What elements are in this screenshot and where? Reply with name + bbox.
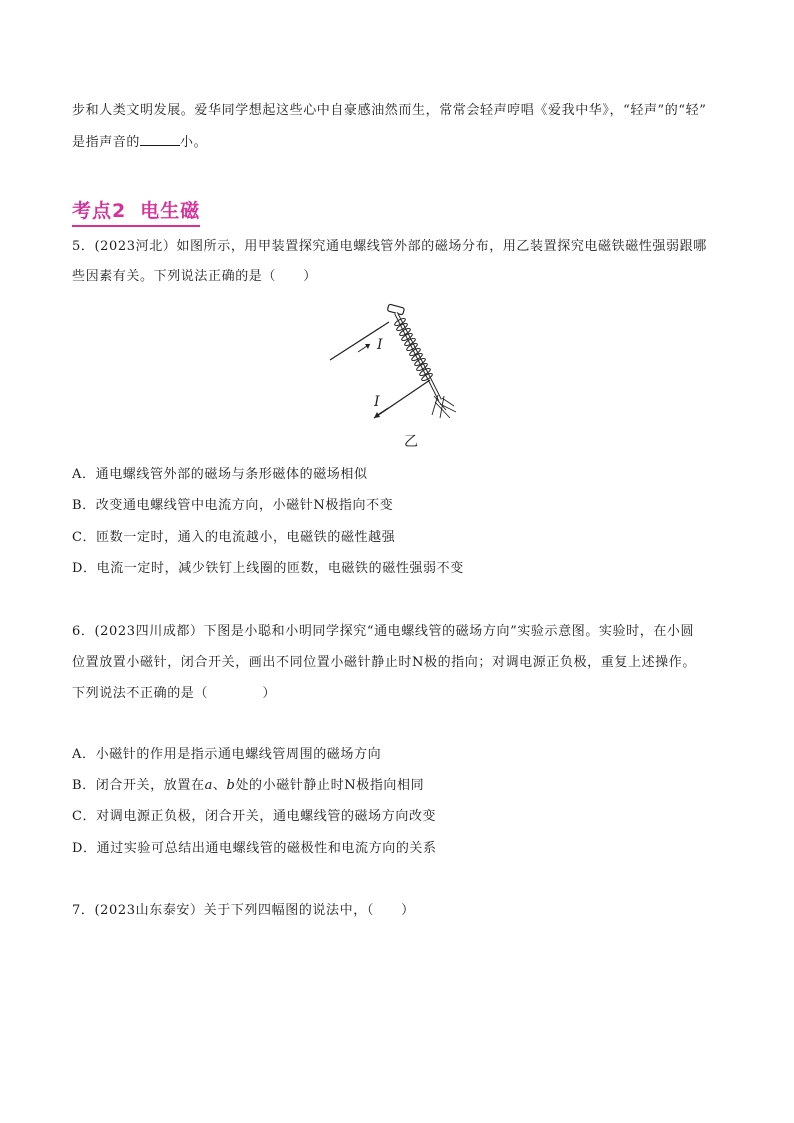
section-label: 考点2 (72, 200, 127, 222)
q6-option-b-sep: 、 (212, 778, 227, 793)
q5-option-a: A．通电螺线管外部的磁场与条形磁体的磁场相似 (72, 467, 368, 482)
answer-blank (140, 133, 180, 146)
q5-option-b: B．改变通电螺线管中电流方向，小磁针N极指向不变 (72, 498, 394, 513)
current-label-bottom: I (374, 394, 380, 410)
intro-line-2-before: 是指声音的 (72, 135, 141, 150)
current-label-top: I (377, 337, 383, 353)
section-heading (72, 196, 200, 223)
intro-line-2-after: 小。 (180, 135, 208, 150)
q6-option-b (72, 777, 424, 795)
q6-option-b-after: 处的小磁针静止时N极指向相同 (235, 778, 425, 793)
section-underline (72, 225, 200, 227)
q7-stem: 7．(2023山东泰安）关于下列四幅图的说法中，（ ） (72, 903, 415, 918)
q5-stem-line-1: 5．(2023河北）如图所示，用甲装置探究通电螺线管外部的磁场分布，用乙装置探究电磁铁磁性强弱跟哪 (72, 239, 707, 254)
q6-stem-line-2: 位置放置小磁针，闭合开关，画出不同位置小磁针静止时N极的指向；对调电源正负极，重复上述操作。 (72, 655, 696, 670)
figure-caption: 乙 (404, 434, 418, 450)
intro-line-1: 步和人类文明发展。爱华同学想起这些心中自豪感油然而生，常常会轻声哼唱《爱我中华》，“轻声”的“轻” (72, 103, 707, 118)
q6-option-a: A．小磁针的作用是指示通电螺线管周围的磁场方向 (72, 747, 382, 762)
intro-line-2 (72, 133, 207, 152)
nail-shaft-inner (396, 313, 440, 400)
attracted-pins (432, 395, 456, 418)
q5-option-d: D．电流一定时，减少铁钉上线圈的匝数，电磁铁的磁性强弱不变 (72, 561, 464, 576)
var-b: b (226, 778, 236, 793)
section-title-text: 电生磁 (140, 200, 201, 222)
electromagnet-figure (322, 300, 472, 450)
q6-option-b-before: B．闭合开关，放置在 (72, 778, 205, 793)
q6-stem-line-3: 下列说法不正确的是（ ） (72, 686, 277, 701)
var-a: a (204, 778, 213, 793)
q5-option-c: C．匝数一定时，通入的电流越小，电磁铁的磁性越强 (72, 530, 396, 545)
q5-stem-line-2: 些因素有关。下列说法正确的是（ ） (72, 269, 317, 284)
q6-option-d: D．通过实验可总结出通电螺线管的磁极性和电流方向的关系 (72, 841, 437, 856)
q6-option-c: C．对调电源正负极，闭合开关，通电螺线管的磁场方向改变 (72, 809, 437, 824)
q6-stem-line-1: 6．(2023四川成都）下图是小聪和小明同学探究“通电螺线管的磁场方向”实验示意图。实验时，在小圆 (72, 624, 695, 639)
